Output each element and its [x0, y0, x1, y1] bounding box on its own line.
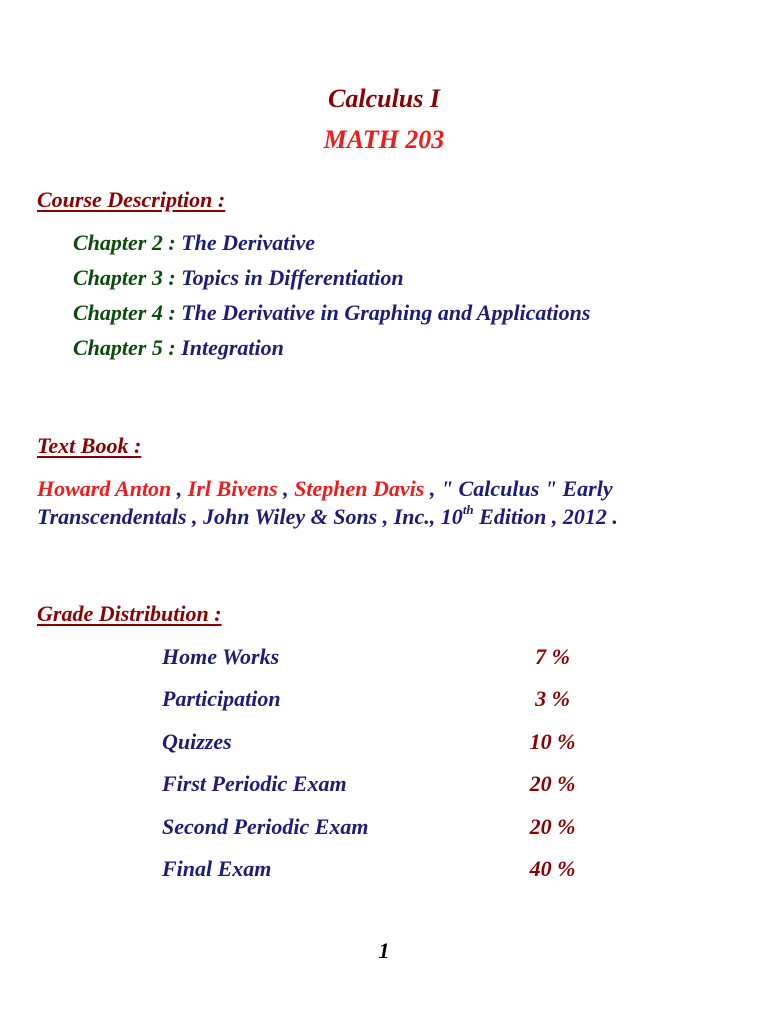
grade-item-label: First Periodic Exam [162, 771, 347, 796]
chapter-item [73, 230, 315, 256]
chapter-label: Chapter 2 : [73, 230, 176, 255]
grade-item-label: Quizzes [162, 729, 232, 754]
grade-item-label: Participation [162, 686, 281, 711]
grade-distribution-heading: Grade Distribution : [37, 601, 222, 626]
chapter-label: Chapter 3 : [73, 265, 176, 290]
author-name: Stephen Davis [294, 476, 425, 501]
text-book-line-1 [37, 476, 613, 502]
edition-superscript: th [462, 502, 474, 517]
grade-item-label: Second Periodic Exam [162, 814, 369, 839]
chapter-item [73, 265, 404, 291]
chapter-item [73, 300, 590, 326]
grade-item-value: 10 % [529, 729, 576, 754]
book-title: , " Calculus " Early [424, 476, 613, 501]
separator: , [171, 476, 188, 501]
publisher-info: Transcendentals , John Wiley & Sons , Inc., 10 [37, 504, 463, 529]
course-title: Calculus I [328, 84, 440, 113]
chapter-label: Chapter 4 : [73, 300, 176, 325]
text-book-line-2 [37, 504, 618, 530]
grade-item-value: 7 % [535, 644, 570, 669]
course-description-heading: Course Description : [37, 187, 226, 212]
course-code: MATH 203 [323, 125, 445, 154]
grade-item-label: Home Works [162, 644, 280, 669]
chapter-topic: The Derivative in Graphing and Applications [181, 300, 591, 325]
grade-item-label: Final Exam [162, 856, 272, 881]
grade-item-value: 20 % [529, 814, 576, 839]
grade-item-value: 3 % [535, 686, 570, 711]
page-number: 1 [378, 938, 390, 963]
text-book-heading: Text Book : [37, 433, 142, 458]
chapter-topic: The Derivative [181, 230, 315, 255]
separator: , [277, 476, 295, 501]
grade-item-value: 20 % [529, 771, 576, 796]
chapter-topic: Integration [181, 335, 284, 360]
chapter-item [73, 335, 284, 361]
author-name: Howard Anton [37, 476, 172, 501]
chapter-label: Chapter 5 : [73, 335, 176, 360]
edition-year: Edition , 2012 . [473, 504, 618, 529]
author-name: Irl Bivens [187, 476, 278, 501]
chapter-topic: Topics in Differentiation [181, 265, 404, 290]
grade-item-value: 40 % [529, 856, 576, 881]
